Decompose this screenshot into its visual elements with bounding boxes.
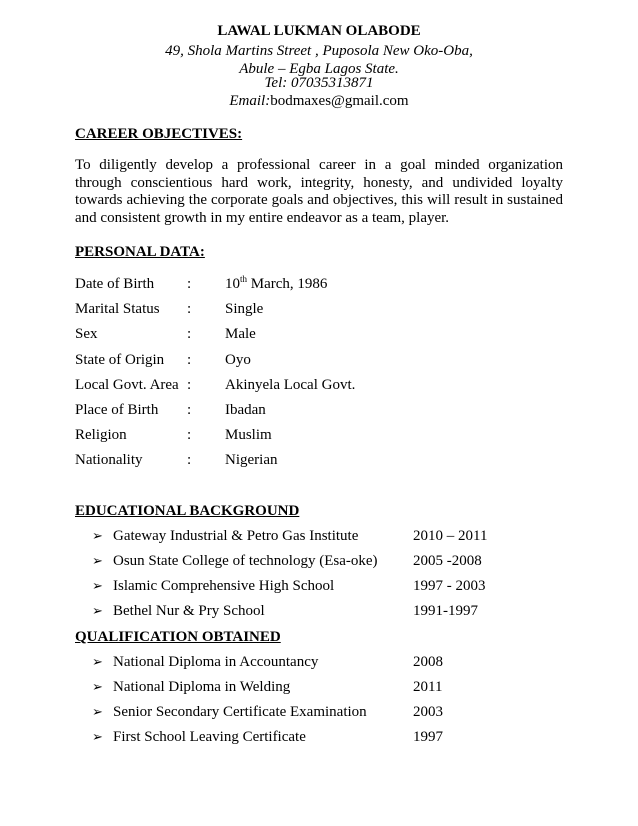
row-value: 10th March, 1986: [225, 274, 328, 292]
row-value: Akinyela Local Govt.: [225, 377, 356, 393]
row-label: Local Govt. Area: [75, 377, 179, 393]
qualification-name: National Diploma in Welding: [113, 679, 291, 695]
education-institution: Islamic Comprehensive High School: [113, 578, 335, 594]
education-item: [92, 526, 532, 546]
qualification-obtained-heading: QUALIFICATION OBTAINED: [75, 629, 281, 645]
row-colon: :: [187, 402, 192, 418]
row-colon: :: [187, 427, 192, 443]
education-institution: Osun State College of technology (Esa-oke): [113, 553, 378, 569]
address-line-1: 49, Shola Martins Street , Puposola New Oko-Oba,: [165, 43, 473, 59]
qualification-name: National Diploma in Accountancy: [113, 654, 319, 670]
personal-row-sex: [75, 324, 555, 344]
row-value: Nigerian: [225, 452, 278, 468]
arrow-bullet-icon: ➢: [92, 729, 103, 744]
qualification-year: 2003: [413, 704, 443, 720]
career-objectives-heading: CAREER OBJECTIVES:: [75, 126, 243, 142]
arrow-bullet-icon: ➢: [92, 679, 103, 694]
arrow-bullet-icon: ➢: [92, 603, 103, 618]
email-label: Email:: [229, 93, 271, 109]
education-item: [92, 601, 532, 621]
row-value: Single: [225, 301, 264, 317]
row-colon: :: [187, 326, 192, 342]
education-years: 2010 – 2011: [413, 528, 488, 544]
qualification-item: [92, 727, 532, 747]
email-address: bodmaxes@gmail.com: [270, 93, 409, 109]
row-label: Marital Status: [75, 301, 160, 317]
row-value: Male: [225, 326, 256, 342]
qualification-name: First School Leaving Certificate: [113, 729, 306, 745]
arrow-bullet-icon: ➢: [92, 704, 103, 719]
personal-data-heading: PERSONAL DATA:: [75, 244, 205, 260]
personal-row-religion: [75, 425, 555, 445]
education-years: 1991-1997: [413, 603, 478, 619]
qualification-year: 2011: [413, 679, 443, 695]
personal-row-local-govt-area: [75, 375, 555, 395]
applicant-name: LAWAL LUKMAN OLABODE: [217, 23, 421, 39]
arrow-bullet-icon: ➢: [92, 654, 103, 669]
qualification-item: [92, 652, 532, 672]
personal-row-nationality: [75, 450, 555, 470]
education-item: [92, 576, 532, 596]
qualification-item: [92, 677, 532, 697]
education-institution: Bethel Nur & Pry School: [113, 603, 265, 619]
row-value: Ibadan: [225, 402, 266, 418]
personal-row-place-of-birth: [75, 400, 555, 420]
qualification-year: 2008: [413, 654, 443, 670]
qualification-year: 1997: [413, 729, 443, 745]
arrow-bullet-icon: ➢: [92, 553, 103, 568]
row-label: Religion: [75, 427, 127, 443]
row-colon: :: [187, 276, 192, 292]
row-label: Nationality: [75, 452, 143, 468]
personal-row-state-of-origin: [75, 350, 555, 370]
row-colon: :: [187, 377, 192, 393]
personal-row-date-of-birth: [75, 274, 555, 294]
education-item: [92, 551, 532, 571]
row-label: Place of Birth: [75, 402, 159, 418]
row-label: State of Origin: [75, 352, 165, 368]
row-label: Sex: [75, 326, 98, 342]
row-colon: :: [187, 352, 192, 368]
education-years: 2005 -2008: [413, 553, 482, 569]
education-years: 1997 - 2003: [413, 578, 486, 594]
qualification-item: [92, 702, 532, 722]
row-colon: :: [187, 452, 192, 468]
row-colon: :: [187, 301, 192, 317]
educational-background-heading: EDUCATIONAL BACKGROUND: [75, 503, 300, 519]
email-line: [0, 92, 638, 110]
arrow-bullet-icon: ➢: [92, 528, 103, 543]
personal-row-marital-status: [75, 299, 555, 319]
row-value: Muslim: [225, 427, 272, 443]
qualification-name: Senior Secondary Certificate Examination: [113, 704, 367, 720]
row-label: Date of Birth: [75, 276, 155, 292]
address-line-2: Abule – Egba Lagos State.: [239, 61, 399, 77]
telephone: Tel: 07035313871: [264, 75, 374, 91]
arrow-bullet-icon: ➢: [92, 578, 103, 593]
education-institution: Gateway Industrial & Petro Gas Institute: [113, 528, 359, 544]
row-value: Oyo: [225, 352, 251, 368]
career-objectives-text: To diligently develop a professional career in a goal minded organization through conscientious hard work, integrity, honesty, and undivided loyalty towards achieving the corporate goals and objectives, this will result in sustained and consistent growth in my entire endeavor as a team, player.: [75, 157, 563, 226]
